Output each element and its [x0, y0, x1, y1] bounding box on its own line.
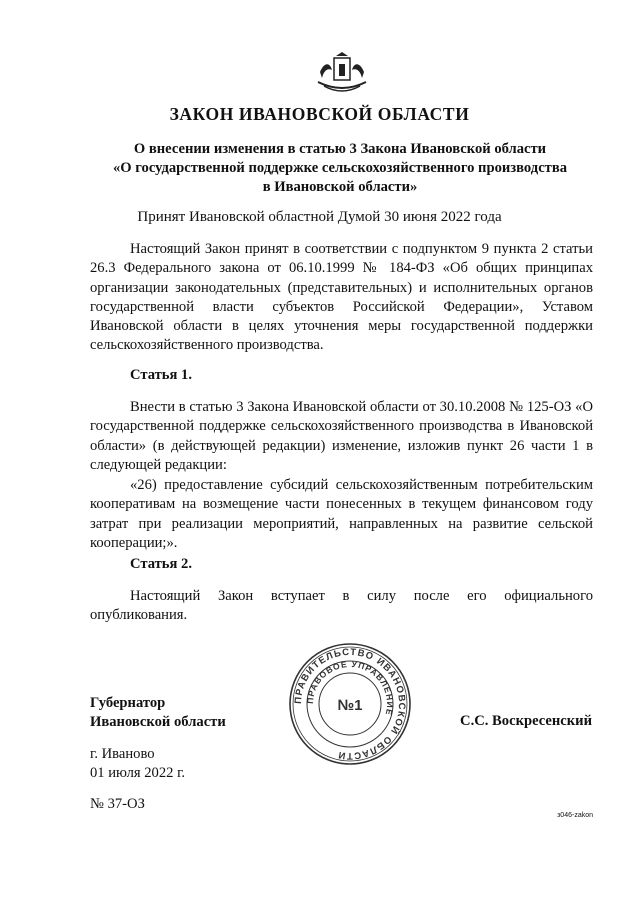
- subtitle-line: О внесении изменения в статью 3 Закона Ивановской области: [133, 141, 547, 157]
- subtitle-line: «О государственной поддержке сельскохозяйственного производства: [112, 160, 568, 176]
- article-1-quote: «26) предоставление субсидий сельскохозяйственным потребительским кооперативам на возмещение части понесенных в текущем финансовом году затрат при реализации мероприятий, направленных на развитие сельской кооперации;».: [90, 477, 593, 551]
- subtitle-line: в Ивановской области»: [262, 179, 418, 195]
- adoption-line: Принят Ивановской областной Думой 30 июня 2022 года: [137, 209, 502, 225]
- signatory-title: [90, 694, 226, 733]
- signatory-title-line: Ивановской области: [90, 714, 226, 731]
- law-number: № 37-ОЗ: [90, 796, 145, 812]
- document-reference: з046-zakon: [557, 812, 593, 819]
- article-2-text: Настоящий Закон вступает в силу после его официального опубликования.: [90, 588, 593, 624]
- stamp-inner-text: ПРАВОВОЕ УПРАВЛЕНИЕ: [304, 658, 396, 717]
- preamble-paragraph: Настоящий Закон принят в соответствии с подпунктом 9 пункта 2 статьи 26.3 Федерального закона от 06.10.1999 № 184-ФЗ «Об общих принципах организации законодательных (представительных) и исполнительных органов государственной власти субъектов Российской Федерации», Уставом Ивановской области в целях уточнения меры государственной поддержки сельскохозяйственного производства.: [90, 241, 593, 354]
- stamp-center-number: №1: [337, 697, 363, 714]
- signatory-name: С.С. Воскресенский: [460, 713, 592, 729]
- article-1-heading: Статья 1.: [130, 367, 192, 383]
- signing-city: г. Иваново: [90, 746, 155, 762]
- document-title: ЗАКОН ИВАНОВСКОЙ ОБЛАСТИ: [169, 104, 470, 124]
- signing-date: 01 июля 2022 г.: [90, 765, 186, 782]
- coat-of-arms-icon: [316, 52, 368, 96]
- article-1-text: Внести в статью 3 Закона Ивановской области от 30.10.2008 № 125-ОЗ «О государственной поддержке сельскохозяйственного производства в Ивановской области» (в действующей редакции) изменение, изложив пункт 26 части 1 в следующей редакции:: [90, 399, 593, 473]
- document-subtitle: [80, 140, 600, 197]
- article-2-heading: Статья 2.: [130, 556, 192, 572]
- official-stamp: [288, 642, 412, 766]
- place-and-date: [90, 745, 185, 784]
- stamp-outer-text: ПРАВИТЕЛЬСТВО ИВАНОВСКОЙ ОБЛАСТИ: [292, 646, 408, 762]
- signatory-title-line: Губернатор: [90, 695, 166, 711]
